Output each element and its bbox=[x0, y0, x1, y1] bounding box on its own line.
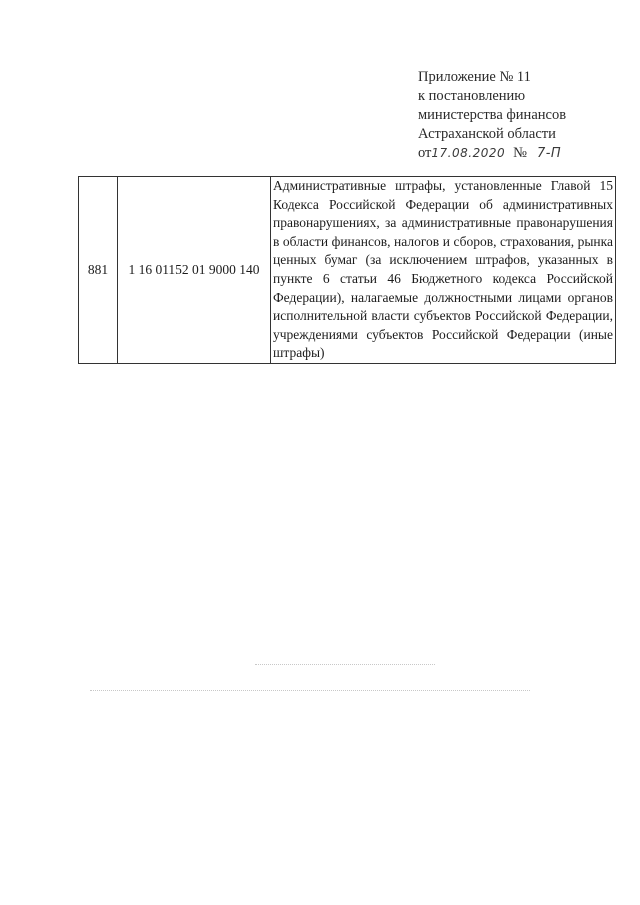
budget-classification-table bbox=[78, 176, 616, 364]
appendix-date-line bbox=[418, 144, 618, 163]
kbk-code-cell: 1 16 01152 01 9000 140 bbox=[118, 177, 271, 364]
appendix-ministry: министерства финансов bbox=[418, 107, 567, 123]
handwritten-date: 17.08.2020 bbox=[431, 146, 506, 160]
scan-artifact-line bbox=[255, 664, 435, 665]
appendix-title: Приложение № 11 bbox=[418, 69, 531, 85]
appendix-header bbox=[418, 68, 618, 163]
appendix-region: Астраханской области bbox=[418, 126, 556, 142]
description-cell: Административные штрафы, установленные Главой 15 Кодекса Российской Федерации об административных правонарушениях, за административные правонарушения в области финансов, налогов и сборов, страхования, рынка ценных бумаг (за исключением штрафов, указанных в пункте 6 статьи 46 Бюджетного кодекса Российской Федерации), налагаемые должностными лицами органов исполнительной власти субъектов Российской Федерации, учреждениями субъектов Российской Федерации (иные штрафы) bbox=[271, 177, 616, 364]
number-sign: № bbox=[513, 145, 527, 161]
handwritten-number: 7-П bbox=[536, 146, 562, 161]
date-prefix: от bbox=[418, 145, 432, 161]
table-row bbox=[79, 177, 616, 364]
appendix-reference: к постановлению bbox=[418, 88, 526, 104]
scan-artifact-line bbox=[90, 690, 530, 691]
admin-code-cell: 881 bbox=[79, 177, 118, 364]
